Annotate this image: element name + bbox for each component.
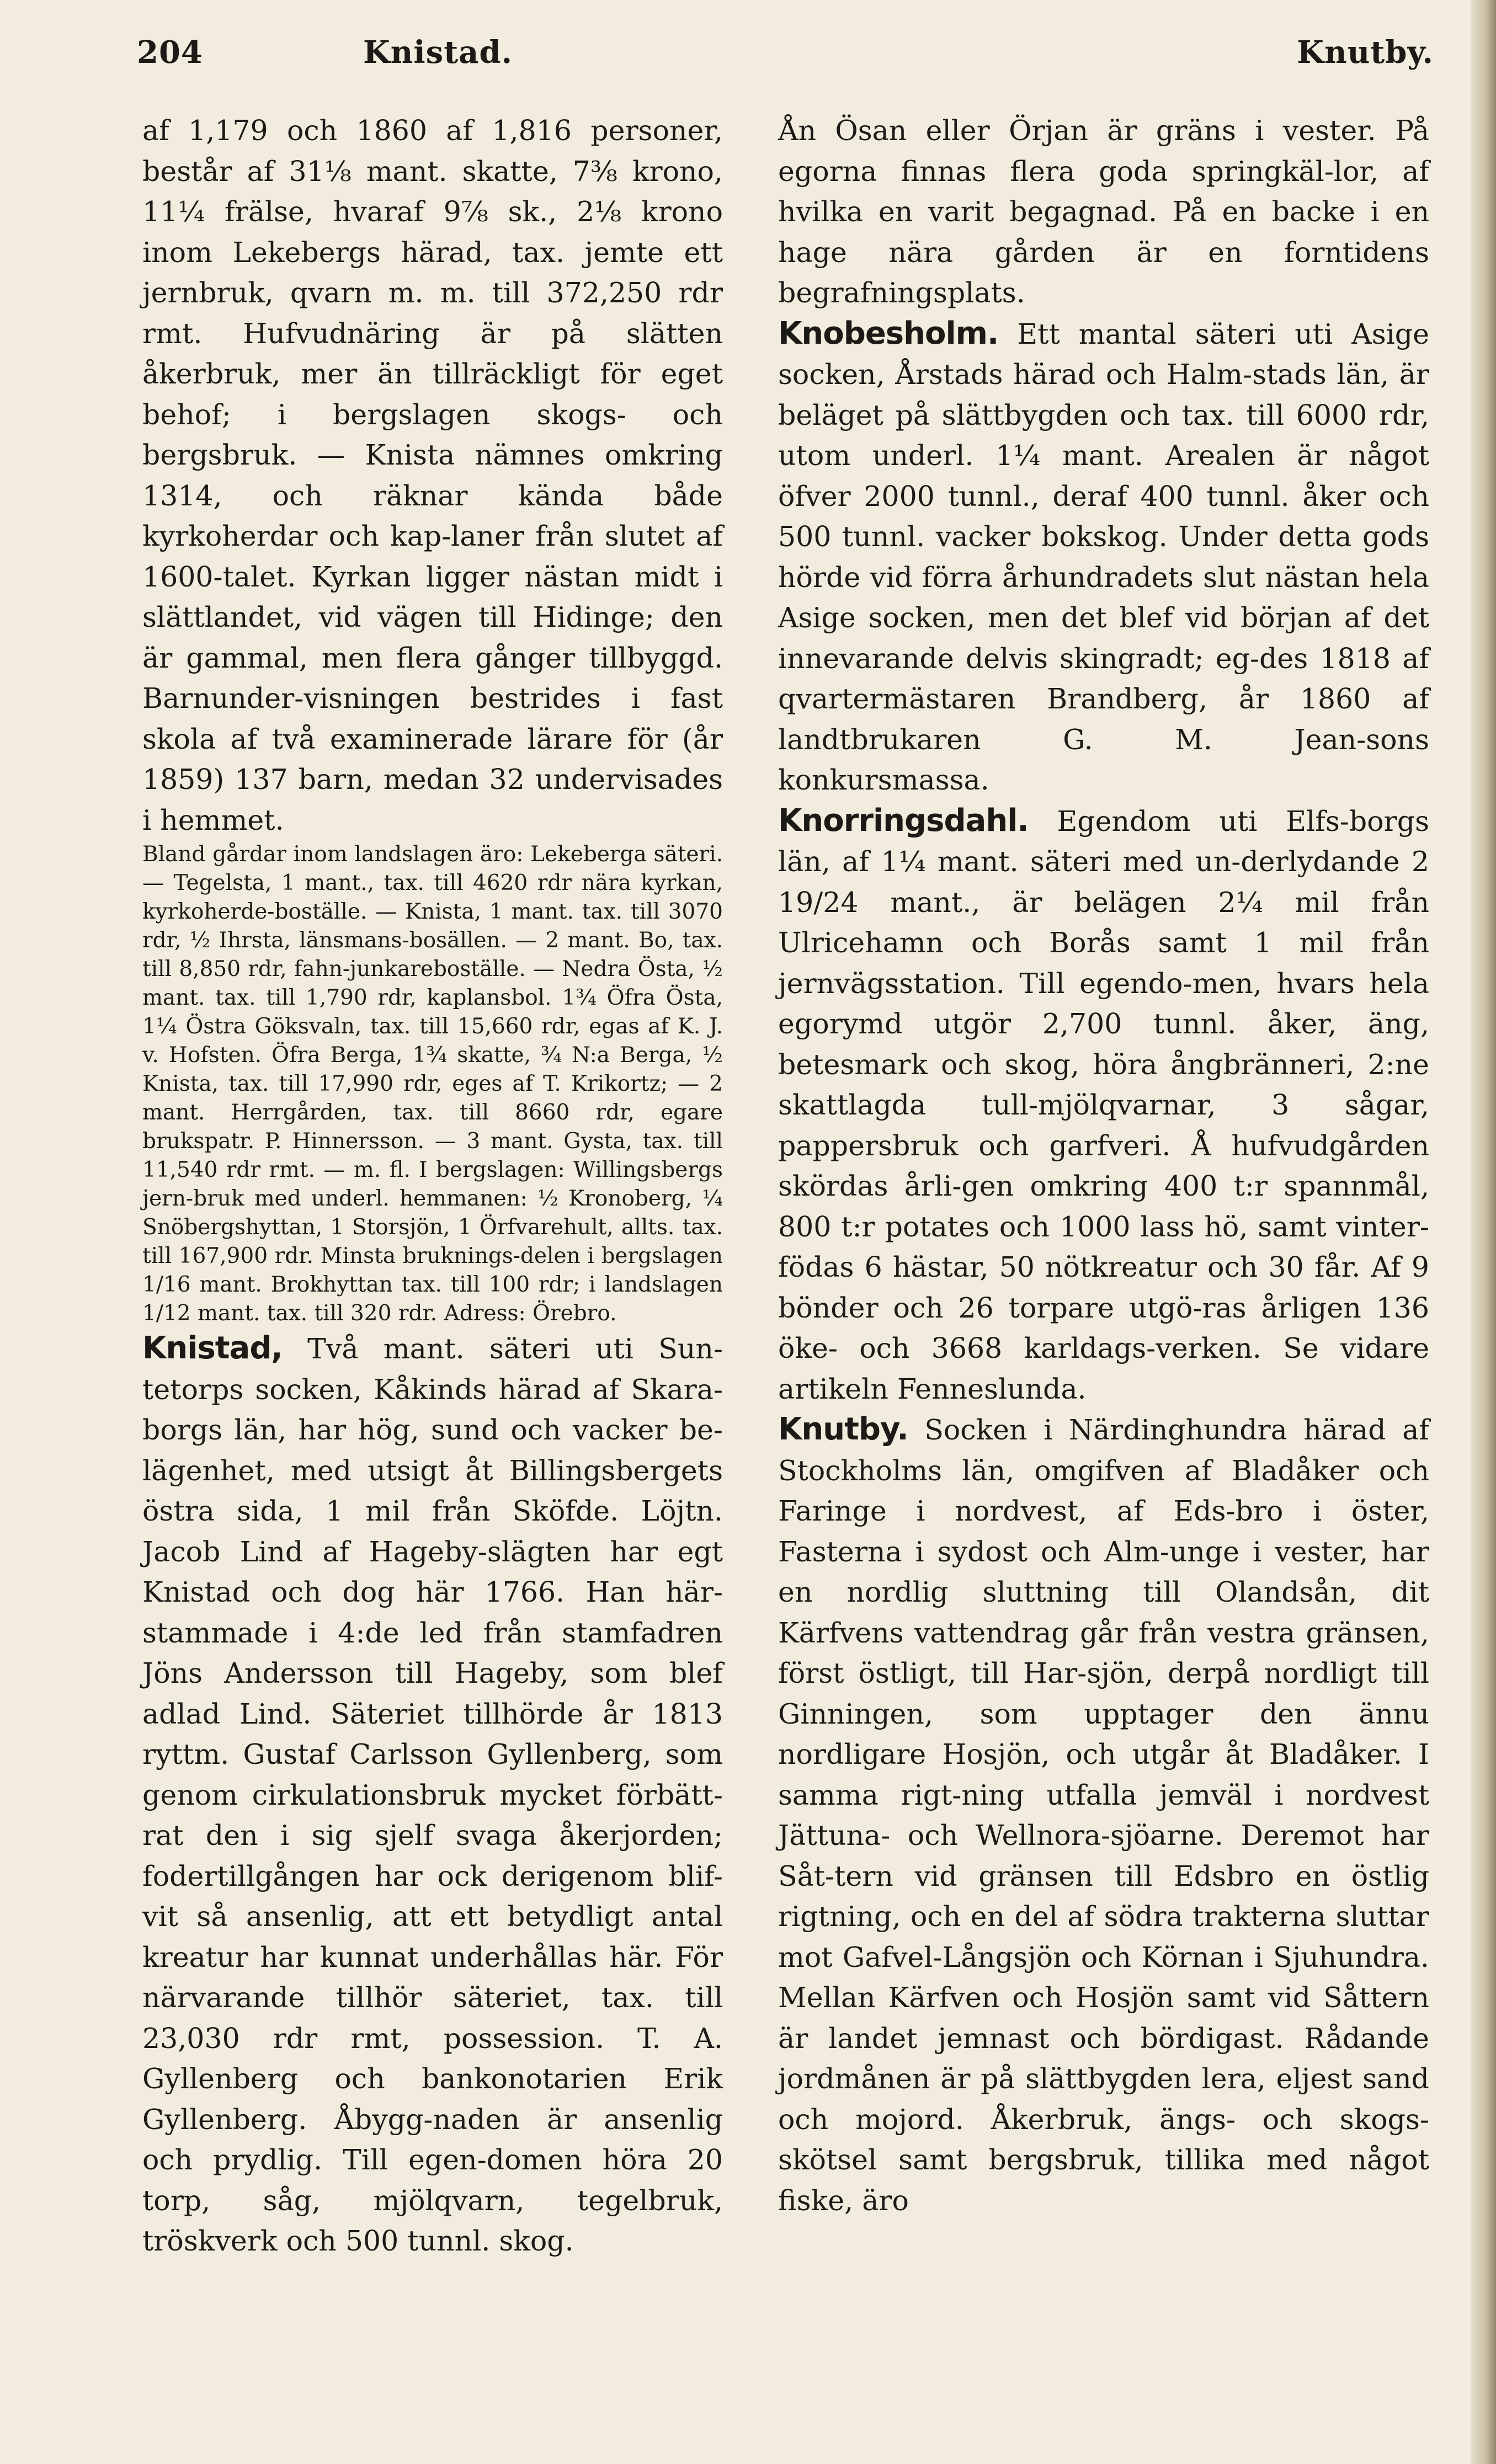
- entry-knobesholm: [778, 313, 1429, 801]
- running-header: [137, 34, 1434, 84]
- headword-knutby: Knutby.: [778, 1411, 908, 1447]
- entry-knistad-text: Två mant. säteri uti Sun-tetorps socken, Kåkinds härad af Skara-borgs län, har hög, sund och vacker be-lägenhet, med utsigt åt Billingsbergets östra sida, 1 mil från Sköfde. Löjtn. Jacob Lind af Hageby-slägten har egt Knistad och dog här 1766. Han här-stammade i 4:de led från stamfadren Jöns Andersson till Hageby, som blef adlad Lind. Säteriet tillhörde år 1813 ryttm. Gustaf Carlsson Gyllenberg, som genom cirkulationsbruk mycket förbätt-rat den i sig sjelf svaga åkerjorden; fodertillgången har ock derigenom blif-vit så ansenlig, att ett betydligt antal kreatur har kunnat underhållas här. För närvarande tillhör säteriet, tax. till 23,030 rdr rmt, possession. T. A. Gyllenberg och bankonotarien Erik Gyllenberg. Åbygg-naden är ansenlig och prydlig. Till egen-domen höra 20 torp, såg, mjölqvarn, tegelbruk, tröskverk och 500 tunnl. skog.: [142, 1332, 723, 2257]
- page-edge: [1471, 0, 1496, 2464]
- headword-knistad: Knistad,: [142, 1330, 283, 1366]
- entry-knutby: [778, 1409, 1429, 2221]
- headword-knobesholm: Knobesholm.: [778, 315, 999, 351]
- entry-knobesholm-text: Ett mantal säteri uti Asige socken, Årstads härad och Halm-stads län, är beläget på slättbygden och tax. till 6000 rdr, utom underl. 1¼ mant. Arealen är något öfver 2000 tunnl., deraf 400 tunnl. åker och 500 tunnl. vacker bokskog. Under detta gods hörde vid förra århundradets slut nästan hela Asige socken, men det blef vid början af det innevarande delvis skingradt; eg-des 1818 af qvartermästaren Brandberg, år 1860 af landtbrukaren G. M. Jean-sons konkursmassa.: [778, 317, 1429, 796]
- entry-knorringsdahl-text: Egendom uti Elfs-borgs län, af 1¼ mant. säteri med un-derlydande 2 19/24 mant., är belägen 2¼ mil från Ulricehamn och Borås samt 1 mil från jernvägsstation. Till egendo-men, hvars hela egorymd utgör 2,700 tunnl. åker, äng, betesmark och skog, höra ångbränneri, 2:ne skattlagda tull-mjölqvarnar, 3 sågar, pappersbruk och garfveri. Å hufvudgården skördas årli-gen omkring 400 t:r spannmål, 800 t:r potates och 1000 lass hö, samt vinter-födas 6 hästar, 50 nötkreatur och 30 får. Af 9 bönder och 26 torpare utgö-ras årligen 136 öke- och 3668 karldags-verken. Se vidare artikeln Fenneslunda.: [778, 804, 1429, 1405]
- paragraph-knistad-continued: Ån Ösan eller Örjan är gräns i vester. På egorna finnas flera goda springkäl-lor, af hvilka en varit begagnad. På en backe i en hage nära gården är en forntidens begrafningsplats.: [778, 114, 1429, 309]
- right-running-title: Knutby.: [1297, 34, 1434, 71]
- left-column: [142, 110, 723, 2262]
- entry-knistad: [142, 1328, 723, 2262]
- page-number: 204: [137, 34, 203, 71]
- left-running-title: Knistad.: [363, 34, 513, 71]
- entry-knorringsdahl: [778, 801, 1429, 1410]
- right-column: [778, 110, 1429, 2221]
- paragraph-knista-continued: af 1,179 och 1860 af 1,816 personer, består af 31⅛ mant. skatte, 7⅜ krono, 11¼ frälse, hvaraf 9⅞ sk., 2⅛ krono inom Lekebergs härad, tax. jemte ett jernbruk, qvarn m. m. till 372,250 rdr rmt. Hufvudnäring är på slätten åkerbruk, mer än tillräckligt för eget behof; i bergslagen skogs- och bergsbruk. — Knista nämnes omkring 1314, och räknar kända både kyrkoherdar och kap-laner från slutet af 1600-talet. Kyrkan ligger nästan midt i slättlandet, vid vägen till Hidinge; den är gammal, men flera gånger tillbyggd. Barnunder-visningen bestrides i fast skola af två examinerade lärare för (år 1859) 137 barn, medan 32 undervisades i hemmet.: [142, 114, 723, 836]
- headword-knorringsdahl: Knorringsdahl.: [778, 802, 1029, 839]
- entry-knutby-text: Socken i Närdinghundra härad af Stockholms län, omgifven af Bladåker och Faringe i nordvest, af Eds-bro i öster, Fasterna i sydost och Alm-unge i vester, har en nordlig sluttning till Olandsån, dit Kärfvens vattendrag går från vestra gränsen, först östligt, till Har-sjön, derpå nordligt till Ginningen, som upptager den ännu nordligare Hosjön, och utgår åt Bladåker. I samma rigt-ning utfalla jemväl i nordvest Jättuna- och Wellnora-sjöarne. Deremot har Såt-tern vid gränsen till Edsbro en östlig rigtning, och en del af södra trakterna sluttar mot Gafvel-Långsjön och Körnan i Sjuhundra. Mellan Kärfven och Hosjön samt vid Såttern är landet jemnast och bördigast. Rådande jordmånen är på slättbygden lera, eljest sand och mojord. Åkerbruk, ängs- och skogs-skötsel samt bergsbruk, tillika med något fiske, äro: [778, 1414, 1429, 2217]
- paragraph-knista-estates: Bland gårdar inom landslagen äro: Lekeberga säteri. — Tegelsta, 1 mant., tax. till 4620 rdr nära kyrkan, kyrkoherde-boställe. — Knista, 1 mant. tax. till 3070 rdr, ½ Ihrsta, länsmans-bosällen. — 2 mant. Bo, tax. till 8,850 rdr, fahn-junkareboställe. — Nedra Östa, ½ mant. tax. till 1,790 rdr, kaplansbol. 1¾ Öfra Östa, 1¼ Östra Göksvaln, tax. till 15,660 rdr, egas af K. J. v. Hofsten. Öfra Berga, 1¾ skatte, ¾ N:a Berga, ½ Knista, tax. till 17,990 rdr, eges af T. Krikortz; — 2 mant. Herrgården, tax. till 8660 rdr, egare brukspatr. P. Hinnersson. — 3 mant. Gysta, tax. till 11,540 rdr rmt. — m. fl. I bergslagen: Willingsbergs jern-bruk med underl. hemmanen: ½ Kronoberg, ¼ Snöbergshyttan, 1 Storsjön, 1 Örfvarehult, allts. tax. till 167,900 rdr. Minsta bruknings-delen i bergslagen 1/16 mant. Brokhyttan tax. till 100 rdr; i landslagen 1/12 mant. tax. till 320 rdr. Adress: Örebro.: [142, 842, 723, 1326]
